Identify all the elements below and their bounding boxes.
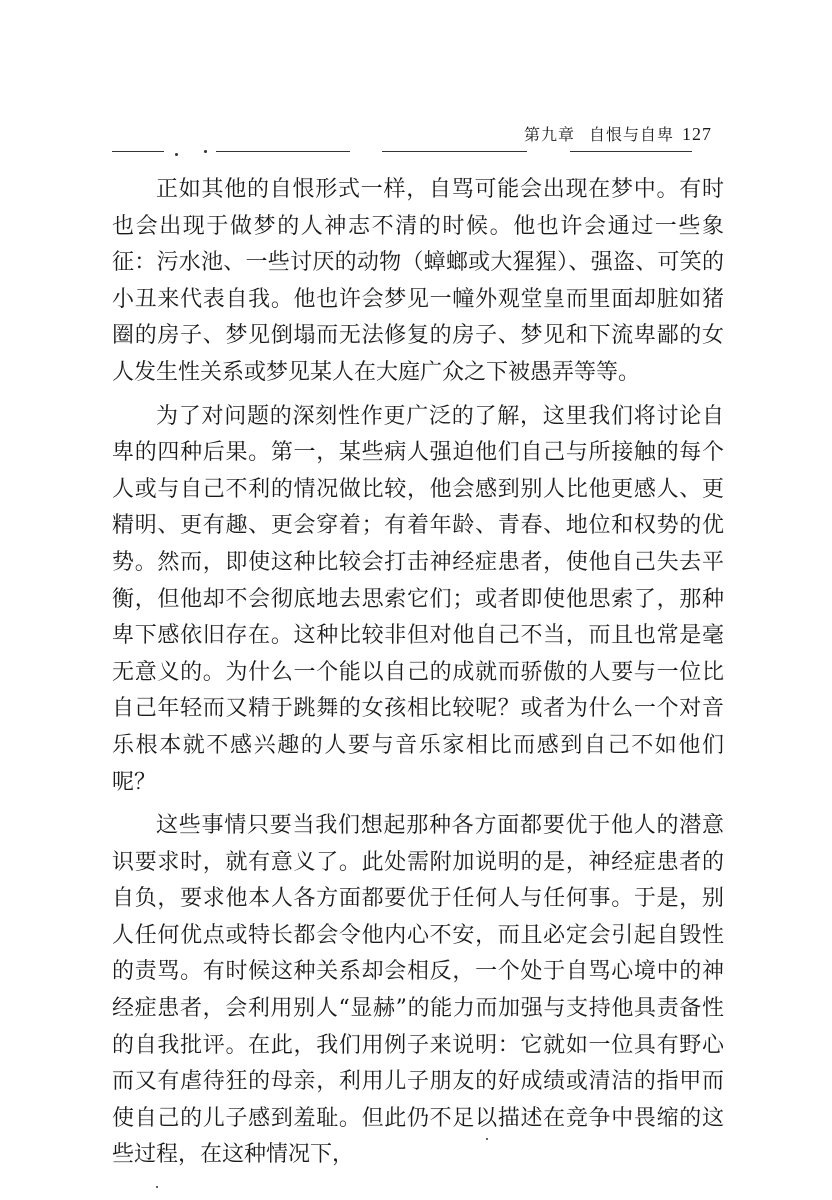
- paragraph: 为了对问题的深刻性作更广泛的了解，这里我们将讨论自卑的四种后果。第一，某些病人强迫他们自己与所接触的每个人或与自己不利的情况做比较，他会感到别人比他更感人、更精明、更有趣、更会穿着；有着年龄、青春、地位和权势的优势。然而，即使这种比较会打击神经症患者，使他自己失去平衡，但他却不会彻底地去思索它们；或者即使他思索了，那种卑下感依旧存在。这种比较非但对他自己不当，而且也常是毫无意义的。为什么一个能以自己的成就而骄傲的人要与一位比自己年轻而又精于跳舞的女孩相比较呢？或者为什么一个对音乐根本就不感兴趣的人要与音乐家相比而感到自己不如他们呢？: [112, 403, 724, 795]
- running-header-text: [524, 122, 712, 145]
- chapter-title: 自恨与自卑: [588, 125, 674, 144]
- scan-speck: [156, 1186, 158, 1188]
- header-rule-dot: [175, 153, 178, 156]
- header-rule-segment: [216, 151, 350, 152]
- paragraph: 正如其他的自恨形式一样，自骂可能会出现在梦中。有时也会出现于做梦的人神志不清的时候。他也许会通过一些象征：污水池、一些讨厌的动物（蟑螂或大猩猩）、强盗、可笑的小丑来代表自我。他也许会梦见一幢外观堂皇而里面却脏如猪圈的房子、梦见倒塌而无法修复的房子、梦见和下流卑鄙的女人发生性关系或梦见某人在大庭广众之下被愚弄等等。: [112, 177, 724, 385]
- page-number: 127: [682, 124, 712, 144]
- header-rule-segment: [382, 151, 527, 152]
- running-header: [112, 122, 712, 156]
- header-rule-dot: [204, 150, 207, 153]
- scan-speck: [486, 1138, 488, 1140]
- page-body: [112, 172, 724, 1174]
- paragraph: 这些事情只要当我们想起那种各方面都要优于他人的潜意识要求时，就有意义了。此处需附加说明的是，神经症患者的自负，要求他本人各方面都要优于任何人与任何事。于是，别人任何优点或特长都会令他内心不安，而且必定会引起自毁性的责骂。有时候这种关系却会相反，一个处于自骂心境中的神经症患者，会利用别人“显赫”的能力而加强与支持他具责备性的自我批评。在此，我们用例子来说明：它就如一位具有野心而又有虐待狂的母亲，利用儿子朋友的好成绩或清洁的指甲而使自己的儿子感到羞耻。但此仍不足以描述在竞争中畏缩的这些过程，在这种情况下，: [112, 813, 724, 1168]
- chapter-label: 第九章: [523, 125, 575, 144]
- header-rule-segment: [112, 151, 164, 152]
- header-rule-segment: [570, 151, 692, 152]
